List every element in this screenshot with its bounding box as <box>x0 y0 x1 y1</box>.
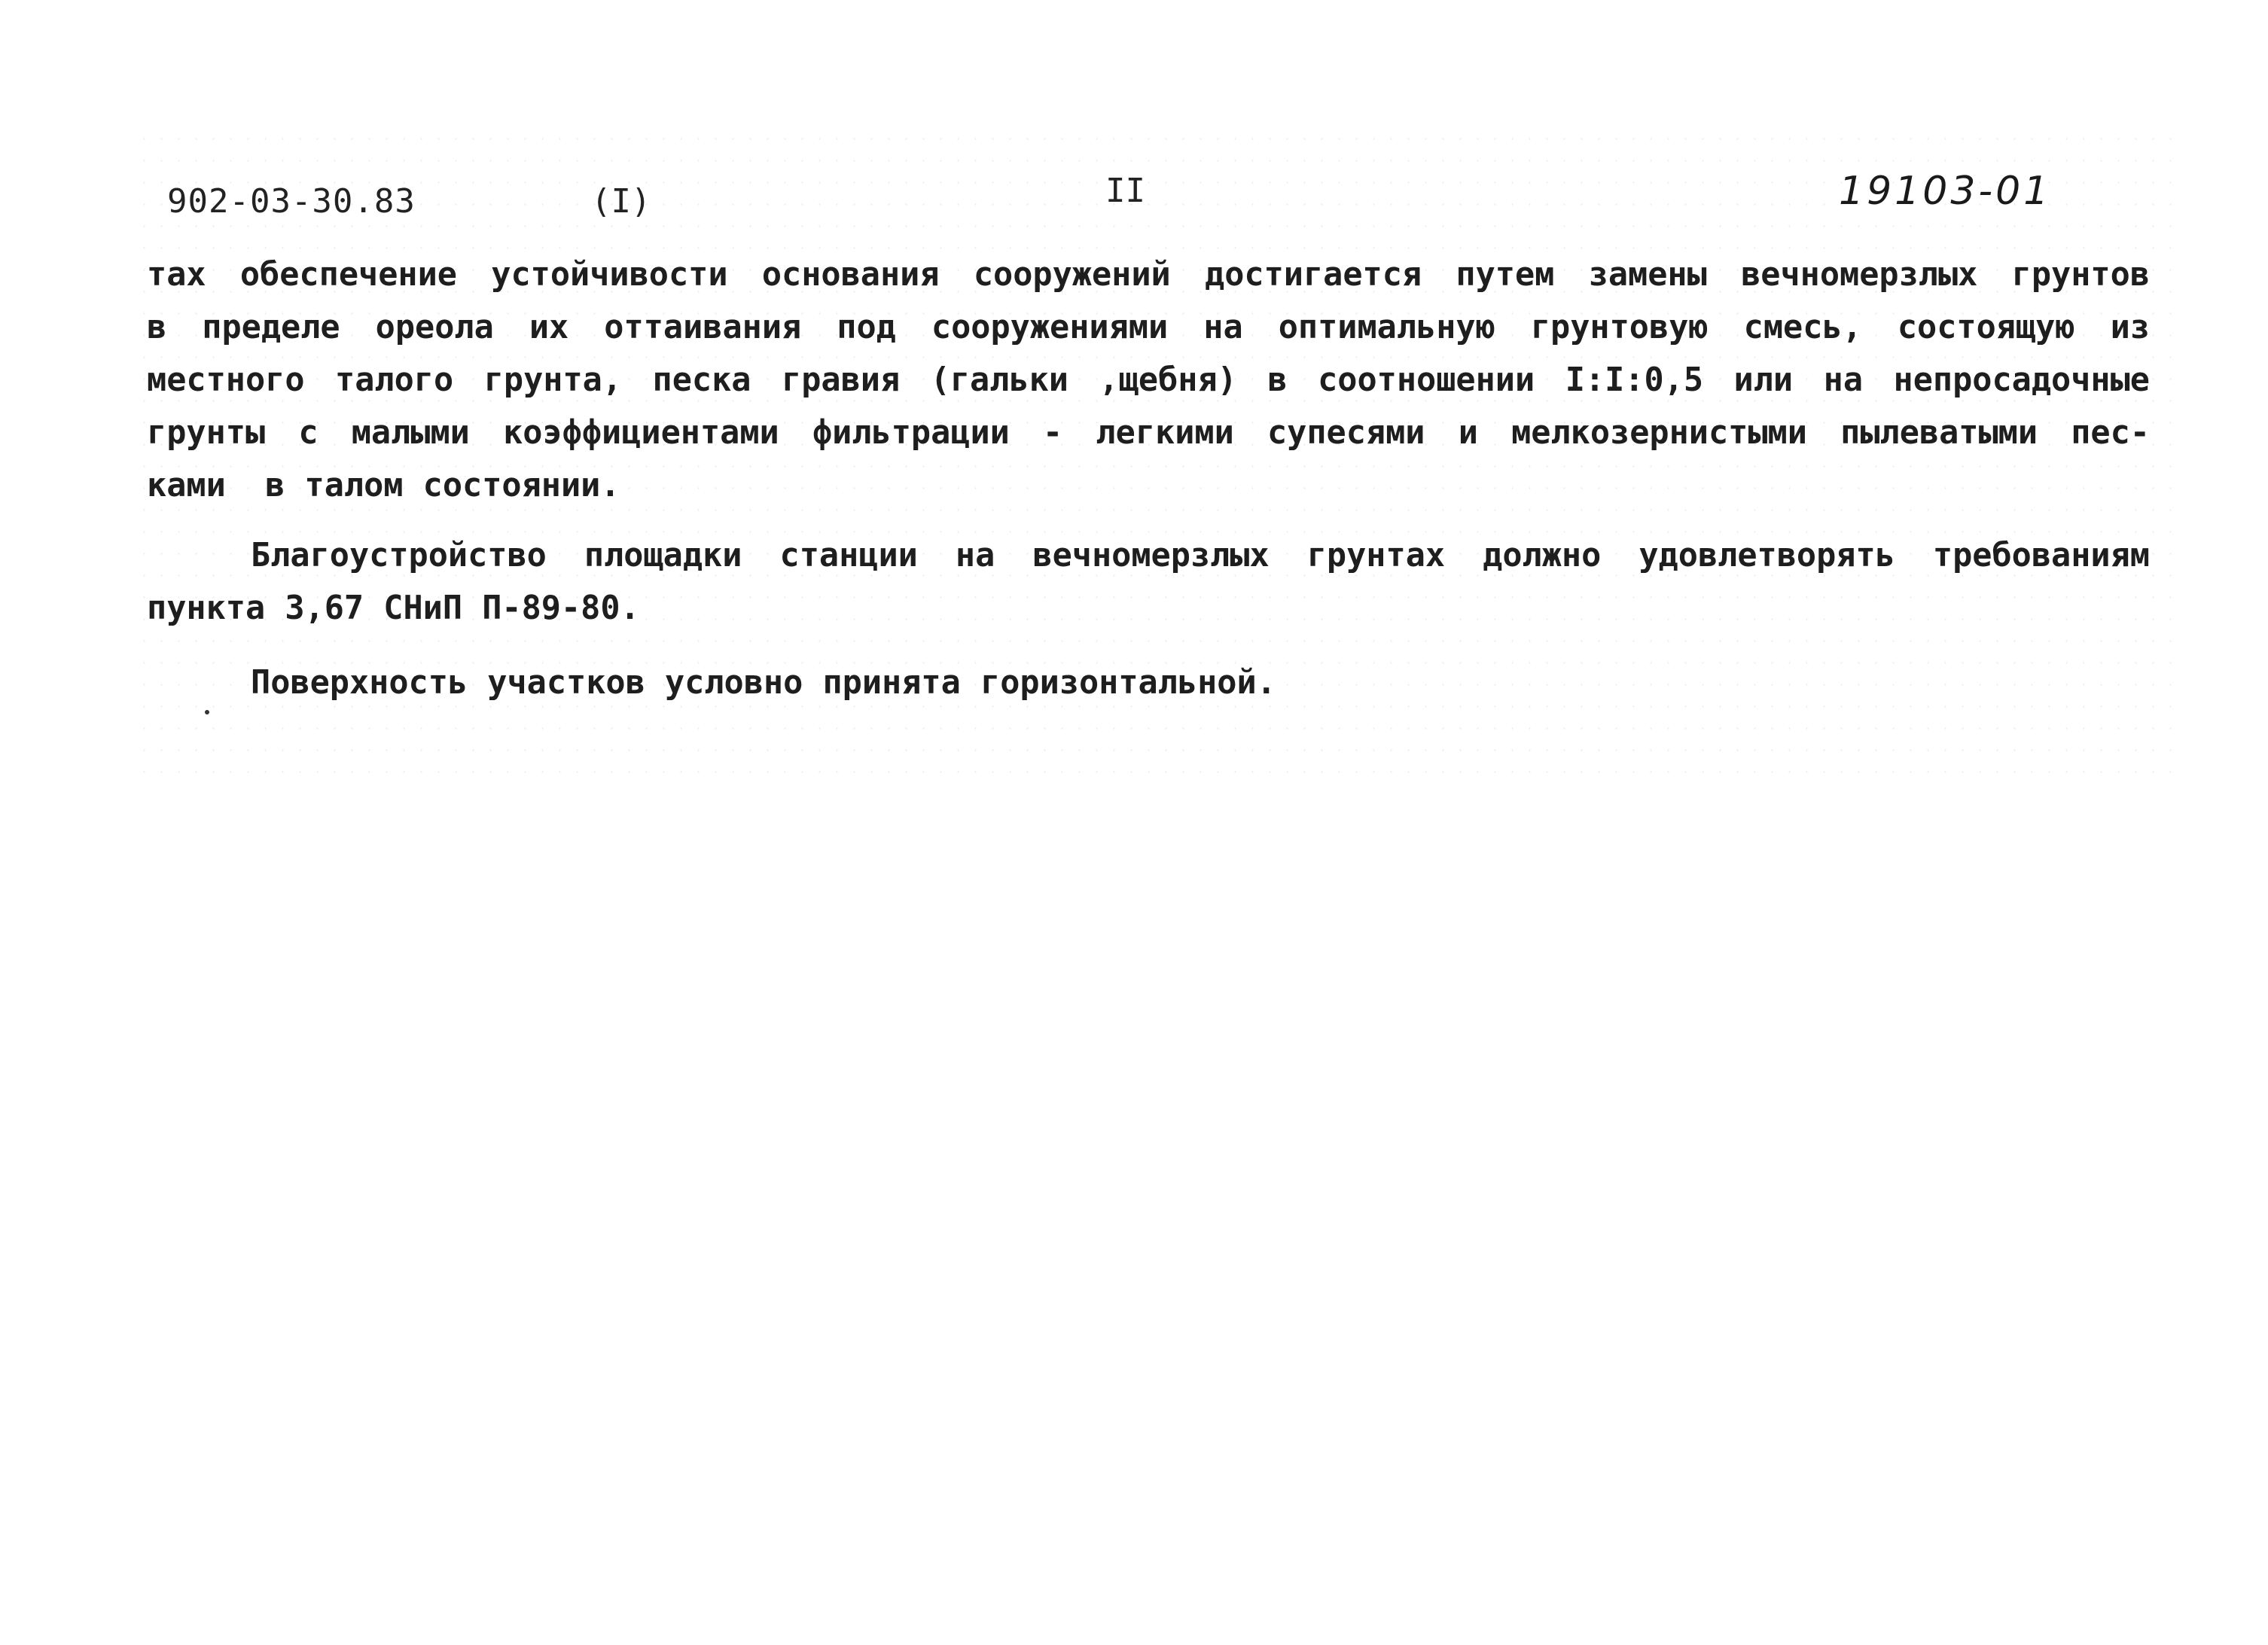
paragraph-foundation-stability <box>147 248 2150 512</box>
text-line: пункта 3,67 СНиП П-89-80. <box>147 589 640 627</box>
sheet-number: 19103-01 <box>1839 169 2052 214</box>
scan-dot <box>205 710 209 714</box>
text-line: местного талого грунта, песка гравия (гальки ,щебня) в соотношении I:I:0,5 или на непросадочные <box>147 361 2150 399</box>
page-number: II <box>1105 172 1145 210</box>
text-line: Благоустройство площадки станции на вечномерзлых грунтах должно удовлетворять требованиям <box>251 537 2150 574</box>
text-line: ками в талом состоянии. <box>147 467 620 504</box>
document-part: (I) <box>591 182 651 221</box>
document-code: 902-03-30.83 <box>167 182 416 221</box>
text-line: в пределе ореола их оттаивания под сооружениями на оптимальную грунтовую смесь, состоящую из <box>147 309 2150 346</box>
paragraph-surface <box>147 656 2150 709</box>
text-line: тах обеспечение устойчивости основания сооружений достигается путем замены вечномерзлых грунтов <box>147 256 2150 294</box>
text-line: Поверхность участков условно принята горизонтальной. <box>251 664 1276 702</box>
paragraph-site-improvement <box>147 529 2150 635</box>
text-line: грунты с малыми коэффициентами фильтрации - легкими супесями и мелкозернистыми пылеватыми пес- <box>147 414 2150 452</box>
